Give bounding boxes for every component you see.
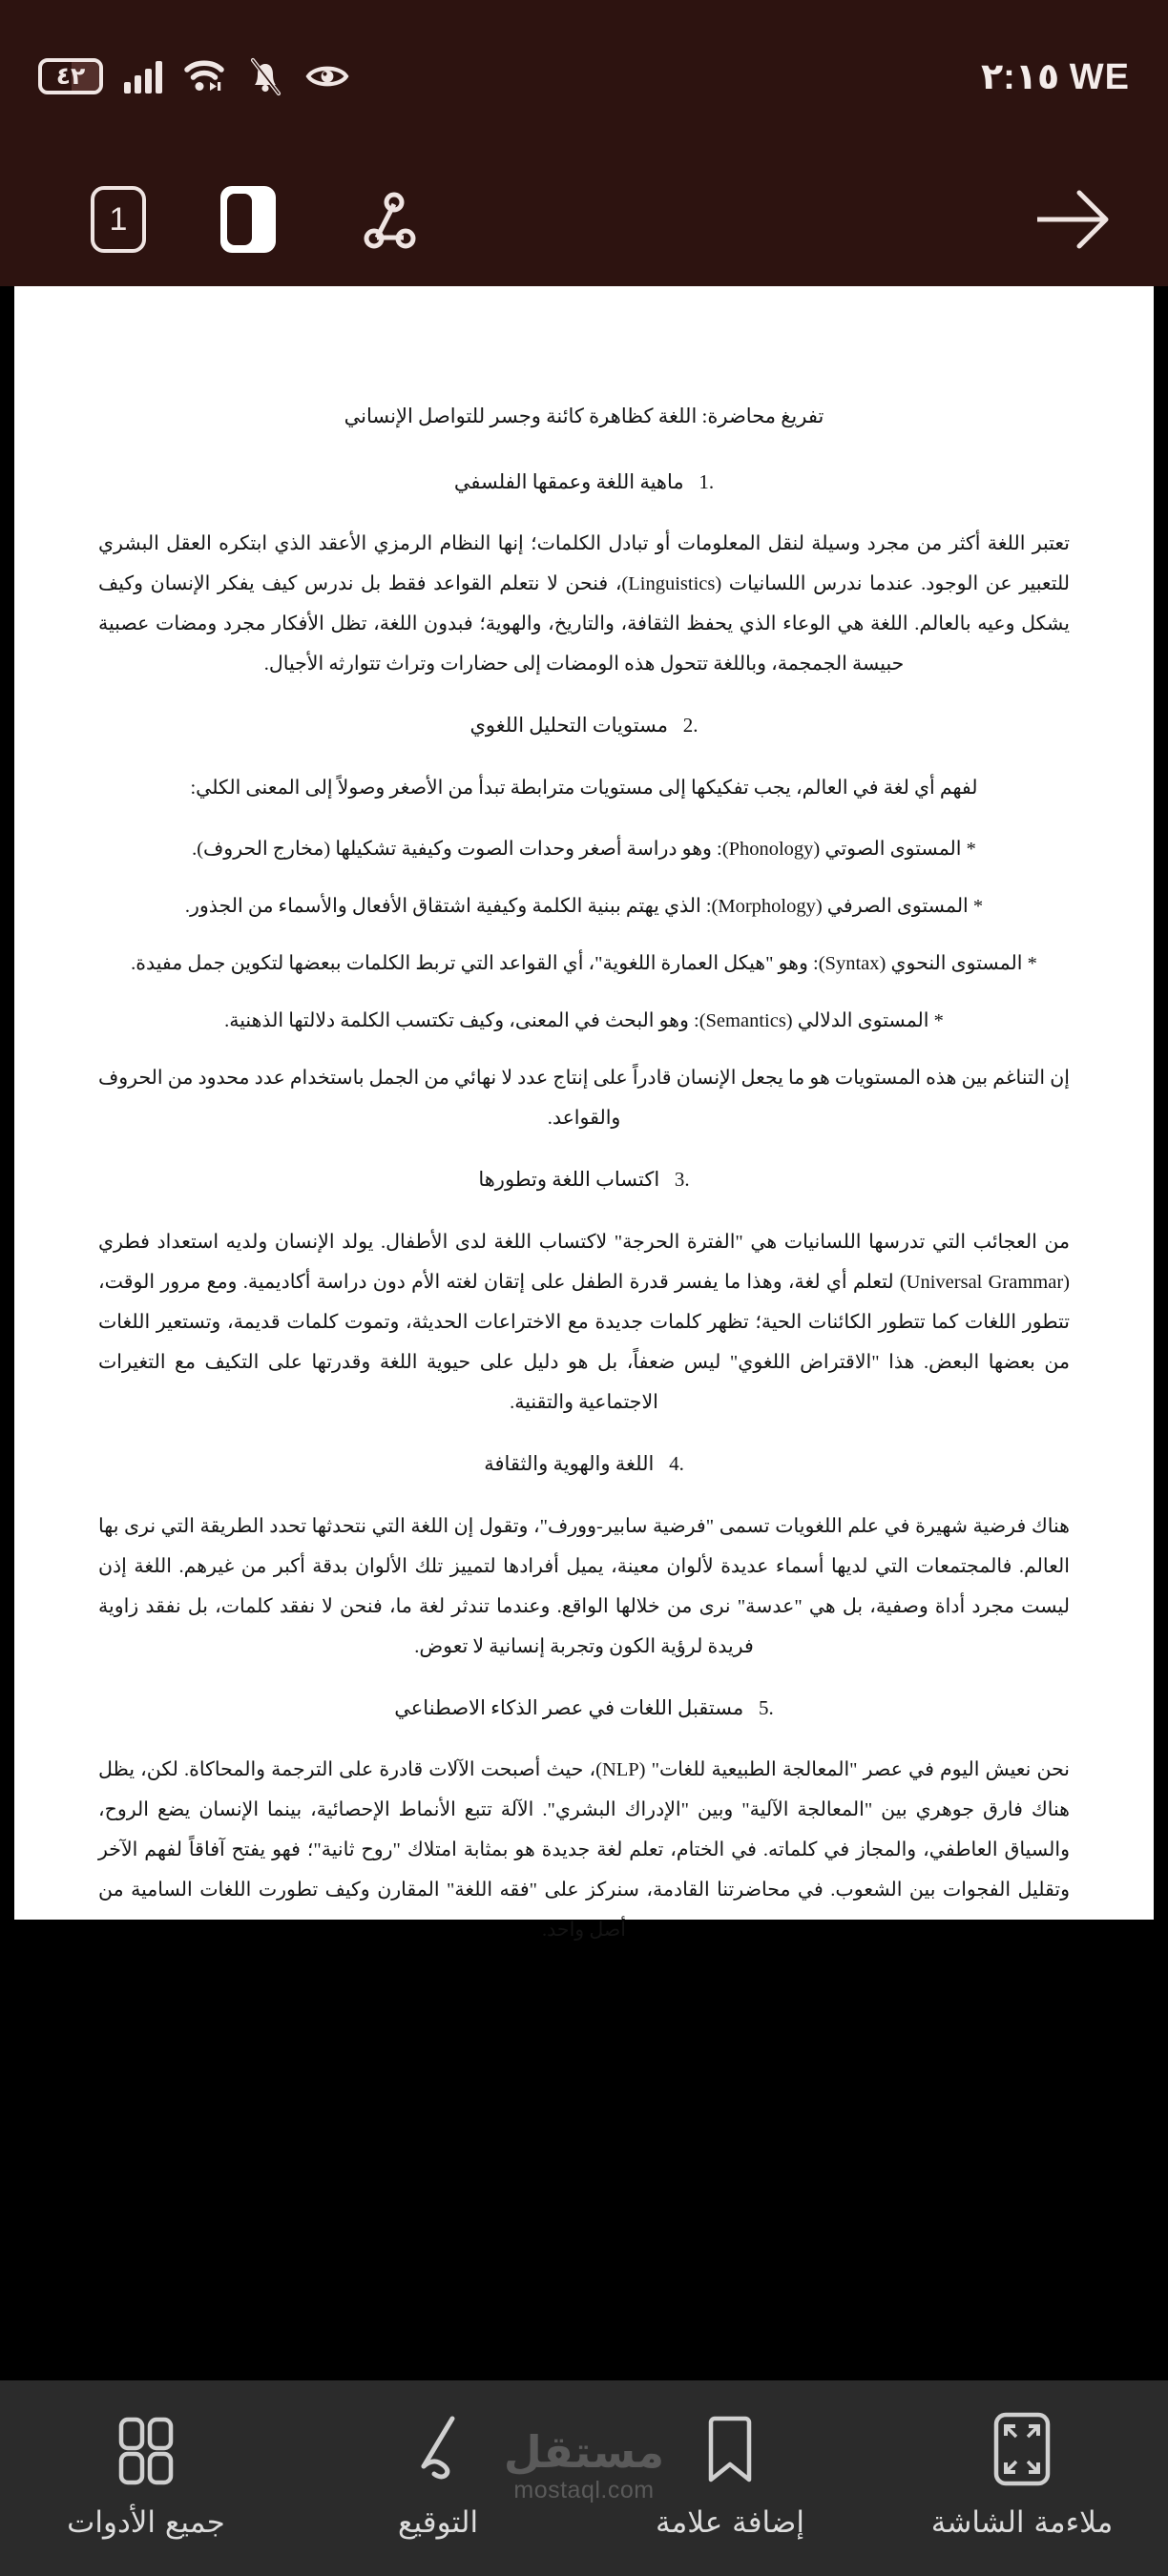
section-heading-2 xyxy=(98,709,1070,743)
share-nodes-icon[interactable] xyxy=(350,183,423,256)
section-heading-3 xyxy=(98,1163,1070,1197)
battery-percent-label: ٤٢ xyxy=(55,62,86,90)
section-bullet-2-3: * المستوى النحوي (Syntax): وهو "هيكل العمارة اللغوية"، أي القواعد التي تربط الكلمات ببعضها لتكوين جمل مفيدة. xyxy=(131,953,1037,975)
section-bullet-2-4: * المستوى الدلالي (Semantics): وهو البحث في المعنى، وكيف تكتسب الكلمة دلالتها الذهنية. xyxy=(224,1010,944,1032)
arrow-right-icon[interactable] xyxy=(1030,183,1116,256)
section-number-2: 2. xyxy=(682,714,699,737)
section-paragraph-2-1: لفهم أي لغة في العالم، يجب تفكيكها إلى مستويات مترابطة تبدأ من الأصغر وصولاً إلى المعنى الكلي: xyxy=(190,778,978,800)
fit-screen-icon xyxy=(992,2411,1052,2487)
top-toolbar-left-group xyxy=(91,183,423,256)
status-bar-clock: ٢:١٥ WE xyxy=(980,56,1130,97)
bottom-item-label-all-tools: جميع الأدوات xyxy=(67,2505,225,2540)
battery-icon xyxy=(38,58,103,94)
document-page[interactable] xyxy=(14,286,1154,1942)
section-number-4: 4. xyxy=(669,1451,684,1475)
bottom-item-signature[interactable] xyxy=(319,2411,557,2538)
signature-pen-icon xyxy=(408,2411,468,2487)
section-title-3: اكتساب اللغة وتطورها xyxy=(478,1168,660,1192)
section-heading-5 xyxy=(98,1692,1070,1726)
top-toolbar xyxy=(0,153,1168,286)
section-paragraph-5-1: نحن نعيش اليوم في عصر "المعالجة الطبيعية للغات" (NLP)، حيث أصبحت الآلات قادرة على الترجمة والمحاكاة. لكن، يظل هناك فارق جوهري بين "المعالجة الآلية" وبين "الإدراك البشري". الآلة تتبع الأنماط الإحصائية، بينما الإنسان يضع الروح، والسياق العاطفي، والمجاز في كلماته. في الختام، تعلم لغة جديدة هو بمثابة امتلاك "روح ثانية"؛ فهو يفتح آفاقاً لفهم الآخر وتقليل الفجوات بين الشعوب. في محاضرتنا القادمة، سنركز على "فقه اللغة" المقارن وكيف تطورت اللغات السامية من أصل واحد. xyxy=(98,1759,1071,1942)
page-title: تفريغ محاضرة: اللغة كظاهرة كائنة وجسر للتواصل الإنساني xyxy=(344,405,824,427)
section-title-1: ماهية اللغة وعمقها الفلسفي xyxy=(453,469,684,493)
section-paragraph-3-1: من العجائب التي تدرسها اللسانيات هي "الفترة الحرجة" لاكتساب اللغة لدى الأطفال. يولد الإنسان ولديه استعداد فطري (Universal Grammar) لتعلم أي لغة، وهذا ما يفسر قدرة الطفل على إتقان لغته الأم دون دراسة أكاديمية. ومع مرور الوقت، تتطور اللغات كما تتطور الكائنات الحية؛ تظهر كلمات جديدة مع الاختراعات الحديثة، وتموت كلمات قديمة، وتستعير اللغات من بعضها البعض. هذا "الاقتراض اللغوي" ليس ضعفاً، بل هو دليل على حيوية اللغة وقدرتها على التكيف مع التغيرات الاجتماعية والتقنية. xyxy=(98,1231,1070,1413)
watermark-arabic-text: مستقل xyxy=(503,2426,665,2478)
bottom-toolbar xyxy=(0,2380,1168,2576)
status-bar xyxy=(0,0,1168,153)
section-heading-4 xyxy=(98,1447,1070,1482)
section-paragraph-1-1: تعتبر اللغة أكثر من مجرد وسيلة لنقل المعلومات أو تبادل الكلمات؛ إنها النظام الرمزي الأعقد الذي ابتكره العقل البشري للتعبير عن الوجود. عندما ندرس اللسانيات (Linguistics)، فنحن لا نتعلم القواعد فقط بل ندرس كيف يفكر الإنسان وكيف يشكل وعيه بالعالم. اللغة هي الوعاء الذي يحفظ الثقافة، والتاريخ، والهوية؛ فبدون اللغة، تظل الأفكار مجرد ومضات عصبية حبيسة الجمجمة، وباللغة تتحول هذه الومضات إلى حضارات وتراث تتوارثه الأجيال. xyxy=(98,533,1070,675)
section-closing-2: إن التناغم بين هذه المستويات هو ما يجعل الإنسان قادراً على إنتاج عدد لا نهائي من الجمل باستخدام عدد محدود من الحروف والقواعد. xyxy=(97,1068,1070,1130)
section-bullet-2-2: * المستوى الصرفي (Morphology): الذي يهتم ببنية الكلمة وكيفية اشتقاق الأفعال والأسماء من الجذور. xyxy=(184,896,984,918)
watermark-domain-text: mostaql.com xyxy=(513,2477,655,2503)
section-number-3: 3. xyxy=(674,1168,690,1192)
bottom-item-fit-screen[interactable] xyxy=(903,2411,1141,2538)
split-view-icon[interactable] xyxy=(220,186,276,253)
wifi-icon xyxy=(183,58,225,94)
section-title-5: مستقبل اللغات في عصر الذكاء الاصطناعي xyxy=(394,1695,744,1719)
mute-bell-icon xyxy=(246,56,284,96)
section-paragraph-4-1: هناك فرضية شهيرة في علم اللغويات تسمى "فرضية سابير-وورف"، وتقول إن اللغة التي نتحدثها تحدد الطريقة التي نرى بها العالم. فالمجتمعات التي لديها أسماء عديدة لألوان معينة، يميل أفرادها لتمييز تلك الألوان بدقة أكبر من غيرهم. اللغة إذن ليست مجرد أداة وصفية، بل هي "عدسة" نرى من خلالها الواقع. وعندما تندثر لغة ما، فنحن لا نفقد كلمات، بل نفقد زاوية فريدة لرؤية الكون وتجربة إنسانية لا تعوض. xyxy=(98,1515,1070,1657)
bookmark-icon xyxy=(705,2411,755,2487)
section-heading-1 xyxy=(98,466,1070,500)
document-viewport[interactable] xyxy=(0,286,1168,2380)
grid-tools-icon xyxy=(115,2411,177,2487)
bottom-item-all-tools[interactable] xyxy=(27,2411,265,2538)
bottom-item-label-add-bookmark: إضافة علامة xyxy=(656,2505,804,2540)
bottom-item-add-bookmark[interactable] xyxy=(611,2411,849,2538)
page-number-label: 1 xyxy=(109,201,128,238)
cellular-signal-icon xyxy=(124,59,162,93)
section-title-4: اللغة والهوية والثقافة xyxy=(484,1451,655,1475)
section-bullet-2-1: * المستوى الصوتي (Phonology): وهو دراسة أصغر وحدات الصوت وكيفية تشكيلها (مخارج الحروف). xyxy=(192,839,976,861)
section-number-1: 1. xyxy=(699,469,715,493)
eye-icon xyxy=(305,61,349,92)
bottom-item-label-fit-screen: ملاءمة الشاشة xyxy=(930,2505,1114,2540)
section-number-5: 5. xyxy=(758,1695,774,1719)
page-number-badge[interactable] xyxy=(91,186,146,253)
section-title-2: مستويات التحليل اللغوي xyxy=(469,714,669,737)
bottom-item-label-signature: التوقيع xyxy=(397,2505,479,2540)
status-bar-left-icons xyxy=(38,56,349,96)
